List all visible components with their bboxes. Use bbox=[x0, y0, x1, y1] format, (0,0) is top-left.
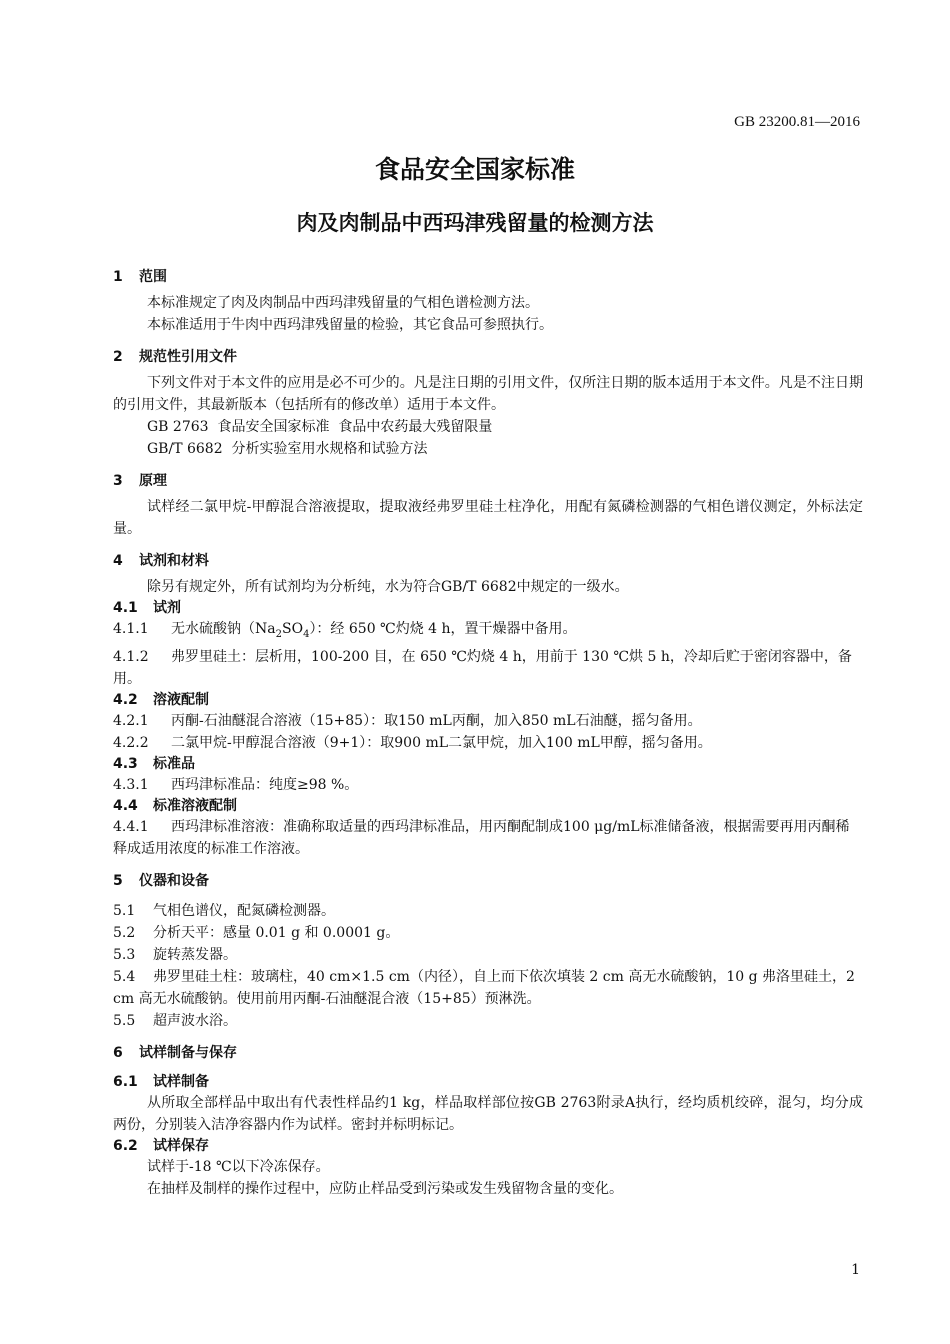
standard-code: GB 23200.81—2016 bbox=[734, 114, 860, 130]
paragraph: 试样经二氯甲烷-甲醇混合溶液提取，提取液经弗罗里硅土柱净化，用配有氮磷检测器的气相色谱仪测定，外标法定量。 bbox=[113, 499, 863, 537]
list-item: 4.4.1 西玛津标准溶液：准确称取适量的西玛津标准品，用丙酮配制成100 μg/mL标准储备液，根据需要再用丙酮稀释成适用浓度的标准工作溶液。 bbox=[113, 818, 850, 857]
paragraph: 除另有规定外，所有试剂均为分析纯，水为符合GB/T 6682中规定的一级水。 bbox=[147, 579, 629, 595]
document-body bbox=[113, 258, 863, 1200]
list-item: 4.1.2 弗罗里硅土：层析用，100-200 目，在 650 ℃灼烧 4 h，用前于 130 ℃烘 5 h，冷却后贮于密闭容器中，备用。 bbox=[113, 648, 852, 687]
section-heading-3: 3 原理 bbox=[113, 473, 167, 489]
subsection-heading: 4.2 溶液配制 bbox=[113, 691, 209, 708]
subsection-heading: 6.2 试样保存 bbox=[113, 1137, 209, 1154]
paragraph: 从所取全部样品中取出有代表性样品约1 kg，样品取样部位按GB 2763附录A执行，经均质机绞碎，混匀，均分成两份，分别装入洁净容器内作为试样。密封并标明标记。 bbox=[113, 1094, 863, 1133]
list-item: 5.3 旋转蒸发器。 bbox=[113, 946, 237, 963]
paragraph: 试样于-18 ℃以下冷冻保存。 bbox=[147, 1158, 330, 1175]
paragraph: 下列文件对于本文件的应用是必不可少的。凡是注日期的引用文件，仅所注日期的版本适用于本文件。凡是不注日期的引用文件，其最新版本（包括所有的修改单）适用于本文件。 bbox=[113, 375, 863, 413]
subsection-heading: 4.1 试剂 bbox=[113, 600, 181, 616]
section-heading-1: 1 范围 bbox=[113, 269, 167, 285]
list-item: 5.4 弗罗里硅土柱：玻璃柱，40 cm×1.5 cm（内径），自上而下依次填装 2 cm 高无水硫酸钠，10 g 弗洛里硅土，2 cm 高无水硫酸钠。使用前用丙酮-石油醚混合液（15+85）预淋洗。 bbox=[113, 968, 855, 1007]
list-item: 4.2.1 丙酮-石油醚混合溶液（15+85）：取150 mL丙酮，加入850 mL石油醚，摇匀备用。 bbox=[113, 712, 702, 729]
subsection-heading: 6.1 试样制备 bbox=[113, 1073, 209, 1090]
sub-title: 肉及肉制品中西玛津残留量的检测方法 bbox=[296, 211, 654, 235]
main-title: 食品安全国家标准 bbox=[374, 155, 575, 184]
reference-item: GB 2763 食品安全国家标准 食品中农药最大残留限量 bbox=[147, 419, 493, 435]
reference-item: GB/T 6682 分析实验室用水规格和试验方法 bbox=[147, 441, 428, 457]
list-item: 4.2.2 二氯甲烷-甲醇混合溶液（9+1）：取900 mL二氯甲烷，加入100 mL甲醇，摇匀备用。 bbox=[113, 734, 712, 751]
section-heading-2: 2 规范性引用文件 bbox=[113, 349, 237, 365]
page-number: 1 bbox=[851, 1262, 860, 1278]
list-item: 5.5 超声波水浴。 bbox=[113, 1012, 237, 1029]
list-item: 5.1 气相色谱仪，配氮磷检测器。 bbox=[113, 902, 335, 919]
paragraph: 在抽样及制样的操作过程中，应防止样品受到污染或发生残留物含量的变化。 bbox=[147, 1180, 623, 1197]
paragraph: 本标准适用于牛肉中西玛津残留量的检验，其它食品可参照执行。 bbox=[147, 317, 553, 333]
list-item: 4.3.1 西玛津标准品：纯度≥98 %。 bbox=[113, 776, 359, 793]
subsection-heading: 4.4 标准溶液配制 bbox=[113, 797, 237, 814]
list-item: 5.2 分析天平：感量 0.01 g 和 0.0001 g。 bbox=[113, 924, 400, 941]
subsection-heading: 4.3 标准品 bbox=[113, 755, 195, 772]
section-heading-4: 4 试剂和材料 bbox=[113, 553, 209, 569]
paragraph: 本标准规定了肉及肉制品中西玛津残留量的气相色谱检测方法。 bbox=[147, 295, 539, 311]
list-item: 4.1.1 无水硫酸钠$(Na_2SO_4)$：经 650 ℃灼烧 4 h，置干燥器中备用。 bbox=[113, 621, 577, 640]
section-heading-6: 6 试样制备与保存 bbox=[113, 1044, 237, 1061]
section-heading-5: 5 仪器和设备 bbox=[113, 872, 209, 889]
